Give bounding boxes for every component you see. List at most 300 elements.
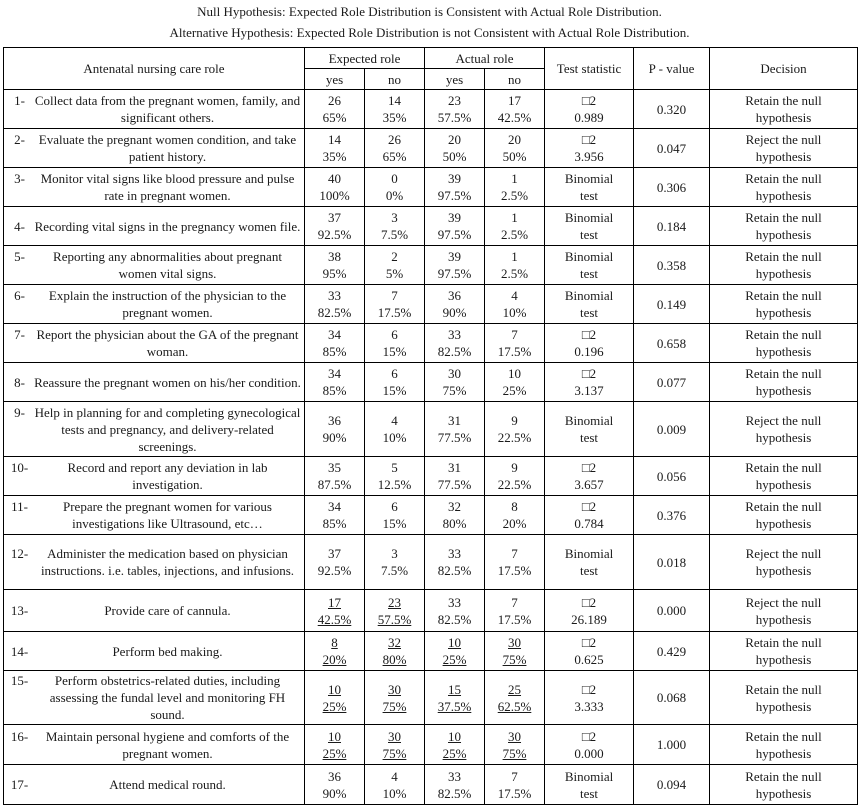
actual-no-count: 25 [508, 681, 522, 697]
actual-no-count: 7 [511, 594, 518, 610]
decision-line-2: hypothesis [755, 266, 812, 281]
expected-no-percent: 10% [382, 785, 407, 801]
p-value-cell: 0.018 [634, 535, 710, 590]
decision-cell [710, 363, 858, 402]
header-actual-role: Actual role [425, 48, 545, 69]
actual-no-count: 30 [508, 728, 522, 744]
actual-yes-cell [425, 90, 485, 129]
decision-line-2: hypothesis [755, 611, 812, 627]
expected-no-percent: 5% [385, 266, 404, 281]
role-number: 5- [14, 249, 25, 264]
actual-no-count: 4 [511, 288, 518, 303]
expected-no-percent: 80% [382, 652, 407, 667]
expected-yes-percent: 92.5% [317, 227, 352, 242]
decision-line-2: hypothesis [755, 785, 812, 801]
role-distribution-table [3, 47, 858, 805]
test-statistic-cell [545, 496, 634, 535]
actual-no-percent: 17.5% [497, 344, 532, 359]
expected-yes-cell [305, 535, 365, 590]
decision-line-1: Reject the null [745, 594, 822, 610]
test-name: □2 [581, 132, 597, 147]
expected-no-percent: 15% [382, 344, 407, 359]
p-value-cell: 0.320 [634, 90, 710, 129]
actual-yes-percent: 50% [442, 149, 467, 164]
actual-no-cell [485, 535, 545, 590]
test-name: Binomial [564, 288, 614, 303]
role-cell [4, 129, 305, 168]
decision-line-1: Reject the null [745, 132, 822, 147]
table-row [4, 671, 858, 725]
actual-yes-percent: 77.5% [437, 477, 472, 492]
role-text: Monitor vital signs like blood pressure and pulse rate in pregnant women. [40, 171, 295, 203]
decision-line-1: Retain the null [745, 499, 822, 514]
table-row [4, 765, 858, 805]
actual-no-cell [485, 324, 545, 363]
expected-no-count: 6 [391, 327, 398, 342]
test-value: test [579, 563, 599, 578]
role-text: Explain the instruction of the physician to the pregnant women. [48, 288, 287, 320]
expected-yes-percent: 85% [322, 344, 347, 359]
decision-cell [710, 90, 858, 129]
test-value: 0.625 [574, 652, 604, 667]
role-cell [4, 765, 305, 805]
expected-yes-cell [305, 363, 365, 402]
actual-no-cell [485, 402, 545, 457]
test-statistic-cell [545, 632, 634, 671]
p-value-cell: 0.068 [634, 671, 710, 725]
p-value-cell: 0.658 [634, 324, 710, 363]
expected-no-percent: 10% [382, 430, 407, 445]
role-number: 14- [10, 643, 29, 659]
header-expected-role: Expected role [305, 48, 425, 69]
test-name: Binomial [564, 210, 614, 225]
actual-yes-count: 33 [448, 327, 462, 342]
actual-no-percent: 17.5% [497, 785, 532, 801]
test-statistic-cell [545, 168, 634, 207]
decision-line-1: Retain the null [745, 288, 822, 303]
decision-line-1: Retain the null [745, 249, 822, 264]
actual-no-cell [485, 671, 545, 725]
decision-line-1: Retain the null [745, 460, 822, 475]
expected-no-count: 4 [391, 413, 398, 428]
actual-no-count: 10 [508, 366, 522, 381]
expected-yes-cell [305, 129, 365, 168]
role-number: 13- [10, 603, 29, 618]
expected-yes-cell [305, 90, 365, 129]
expected-yes-cell [305, 632, 365, 671]
expected-no-count: 6 [391, 366, 398, 381]
role-cell [4, 671, 305, 725]
decision-cell [710, 765, 858, 805]
role-cell [4, 632, 305, 671]
actual-yes-percent: 90% [442, 305, 467, 320]
test-value: test [579, 785, 599, 801]
actual-yes-count: 31 [448, 413, 462, 428]
test-name: □2 [581, 594, 597, 610]
expected-yes-count: 37 [328, 210, 341, 225]
test-name: □2 [581, 681, 597, 697]
actual-no-percent: 17.5% [497, 563, 532, 578]
test-statistic-cell [545, 285, 634, 324]
p-value-cell: 0.429 [634, 632, 710, 671]
role-text: Help in planning for and completing gynecological tests and pregnancy, and delivery-related screenings. [34, 404, 301, 454]
expected-no-cell [365, 671, 425, 725]
expected-yes-count: 10 [328, 728, 341, 744]
header-expected-no: no [365, 69, 425, 90]
actual-yes-percent: 82.5% [437, 344, 472, 359]
expected-no-cell [365, 765, 425, 805]
expected-no-count: 2 [391, 249, 398, 264]
expected-no-count: 30 [388, 681, 401, 697]
role-cell [4, 324, 305, 363]
test-statistic-cell [545, 457, 634, 496]
expected-yes-percent: 35% [322, 149, 347, 164]
role-number: 17- [10, 777, 29, 792]
actual-no-percent: 50% [502, 149, 527, 164]
test-value: 3.137 [574, 383, 604, 398]
expected-no-percent: 15% [382, 516, 407, 531]
actual-yes-cell [425, 363, 485, 402]
expected-no-count: 14 [388, 93, 401, 108]
role-number: 8- [14, 374, 25, 390]
test-value: 0.000 [574, 745, 604, 761]
p-value-cell: 0.358 [634, 246, 710, 285]
role-cell [4, 590, 305, 632]
actual-no-cell [485, 207, 545, 246]
role-cell [4, 90, 305, 129]
actual-no-cell [485, 246, 545, 285]
expected-yes-count: 8 [331, 635, 338, 650]
expected-no-cell [365, 90, 425, 129]
expected-yes-percent: 25% [322, 698, 347, 714]
actual-no-cell [485, 285, 545, 324]
decision-cell [710, 285, 858, 324]
actual-yes-count: 39 [448, 210, 462, 225]
test-value: 3.333 [574, 698, 604, 714]
decision-line-2: hypothesis [755, 516, 812, 531]
test-name: □2 [581, 499, 597, 514]
actual-yes-count: 32 [448, 499, 462, 514]
actual-no-cell [485, 90, 545, 129]
table-row [4, 90, 858, 129]
decision-line-2: hypothesis [755, 563, 812, 578]
actual-no-percent: 20% [502, 516, 527, 531]
actual-no-cell [485, 496, 545, 535]
role-text: Administer the medication based on physician instructions. i.e. tables, injections, and infusions. [40, 546, 295, 578]
role-text: Reassure the pregnant women on his/her condition. [34, 374, 301, 390]
role-number: 12- [10, 546, 29, 561]
expected-no-count: 7 [391, 288, 398, 303]
test-name: Binomial [564, 768, 614, 784]
actual-yes-percent: 57.5% [437, 110, 472, 125]
role-number: 16- [10, 728, 29, 744]
expected-no-count: 4 [391, 768, 398, 784]
actual-no-percent: 62.5% [497, 698, 532, 714]
expected-yes-cell [305, 496, 365, 535]
actual-yes-cell [425, 285, 485, 324]
actual-yes-count: 31 [448, 460, 462, 475]
expected-yes-count: 36 [328, 413, 341, 428]
role-text: Reporting any abnormalities about pregnant women vital signs. [53, 249, 282, 281]
expected-no-percent: 75% [382, 698, 407, 714]
decision-line-2: hypothesis [755, 430, 812, 445]
test-value: test [579, 188, 599, 203]
actual-yes-cell [425, 129, 485, 168]
test-statistic-cell [545, 590, 634, 632]
header-row-1 [4, 48, 858, 69]
expected-no-cell [365, 590, 425, 632]
test-statistic-cell [545, 363, 634, 402]
actual-no-cell [485, 168, 545, 207]
decision-line-2: hypothesis [755, 110, 812, 125]
actual-yes-cell [425, 402, 485, 457]
role-cell [4, 246, 305, 285]
expected-no-cell [365, 402, 425, 457]
test-statistic-cell [545, 725, 634, 765]
expected-no-count: 26 [388, 132, 401, 147]
expected-no-count: 3 [391, 546, 398, 561]
actual-no-count: 17 [508, 93, 522, 108]
actual-yes-percent: 25% [442, 652, 467, 667]
decision-cell [710, 324, 858, 363]
test-value: 3.657 [574, 477, 604, 492]
header-p-value: P - value [634, 48, 710, 90]
expected-no-count: 30 [388, 728, 401, 744]
role-number: 10- [10, 460, 29, 475]
p-value-cell: 0.009 [634, 402, 710, 457]
expected-no-cell [365, 207, 425, 246]
null-hypothesis: Null Hypothesis: Expected Role Distribution is Consistent with Actual Role Distribution. [197, 4, 662, 19]
expected-yes-percent: 95% [322, 266, 347, 281]
table-row [4, 246, 858, 285]
actual-yes-percent: 37.5% [437, 698, 472, 714]
p-value-cell: 0.047 [634, 129, 710, 168]
decision-cell [710, 402, 858, 457]
header-decision: Decision [710, 48, 858, 90]
actual-yes-count: 39 [448, 171, 462, 186]
test-name: Binomial [564, 171, 614, 186]
actual-no-count: 30 [508, 635, 522, 650]
expected-no-percent: 35% [382, 110, 407, 125]
expected-no-cell [365, 129, 425, 168]
test-statistic-cell [545, 535, 634, 590]
actual-yes-percent: 97.5% [437, 227, 472, 242]
test-name: Binomial [564, 413, 614, 428]
table-row [4, 496, 858, 535]
actual-no-count: 8 [511, 499, 518, 514]
role-number: 6- [14, 288, 25, 303]
expected-no-count: 6 [391, 499, 398, 514]
actual-yes-cell [425, 207, 485, 246]
expected-yes-percent: 85% [322, 516, 347, 531]
expected-yes-count: 38 [328, 249, 341, 264]
decision-line-1: Reject the null [745, 413, 822, 428]
actual-yes-percent: 80% [442, 516, 467, 531]
actual-yes-cell [425, 590, 485, 632]
expected-no-count: 32 [388, 635, 401, 650]
test-value: 3.956 [574, 149, 604, 164]
actual-no-percent: 2.5% [500, 188, 529, 203]
expected-no-cell [365, 168, 425, 207]
actual-yes-count: 20 [448, 132, 462, 147]
expected-yes-count: 35 [328, 460, 341, 475]
role-number: 7- [14, 327, 25, 342]
actual-no-percent: 2.5% [500, 266, 529, 281]
expected-no-cell [365, 725, 425, 765]
expected-yes-percent: 85% [322, 383, 347, 398]
expected-yes-percent: 65% [322, 110, 347, 125]
actual-no-count: 7 [511, 768, 518, 784]
actual-no-percent: 75% [502, 745, 527, 761]
actual-no-percent: 75% [502, 652, 527, 667]
expected-yes-cell [305, 324, 365, 363]
test-name: Binomial [564, 546, 614, 561]
test-name: □2 [581, 635, 597, 650]
actual-no-count: 20 [508, 132, 522, 147]
expected-no-cell [365, 246, 425, 285]
actual-no-percent: 22.5% [497, 430, 532, 445]
expected-yes-count: 34 [328, 366, 341, 381]
actual-yes-cell [425, 535, 485, 590]
table-body [4, 90, 858, 805]
p-value-cell: 0.077 [634, 363, 710, 402]
role-text: Prepare the pregnant women for various investigations like Ultrasound, etc… [62, 499, 272, 531]
role-cell [4, 535, 305, 590]
actual-yes-count: 33 [448, 546, 462, 561]
decision-cell [710, 496, 858, 535]
actual-yes-count: 33 [448, 594, 462, 610]
alternative-hypothesis: Alternative Hypothesis: Expected Role Distribution is not Consistent with Actual Role Distribution. [169, 25, 690, 40]
expected-yes-percent: 20% [322, 652, 347, 667]
p-value-cell: 0.306 [634, 168, 710, 207]
actual-no-cell [485, 590, 545, 632]
role-number: 4- [14, 218, 25, 234]
decision-line-2: hypothesis [755, 383, 812, 398]
decision-line-1: Retain the null [745, 728, 822, 744]
expected-no-count: 5 [391, 460, 398, 475]
expected-no-percent: 12.5% [377, 477, 412, 492]
test-statistic-cell [545, 90, 634, 129]
test-statistic-cell [545, 246, 634, 285]
header-actual-yes: yes [425, 69, 485, 90]
decision-cell [710, 671, 858, 725]
decision-cell [710, 725, 858, 765]
actual-no-cell [485, 457, 545, 496]
table-row [4, 535, 858, 590]
actual-no-count: 1 [511, 210, 518, 225]
role-number: 1- [14, 93, 25, 108]
actual-no-count: 7 [511, 327, 518, 342]
actual-yes-cell [425, 632, 485, 671]
actual-yes-percent: 82.5% [437, 611, 472, 627]
decision-cell [710, 590, 858, 632]
actual-yes-count: 30 [448, 366, 462, 381]
actual-yes-cell [425, 765, 485, 805]
role-number: 3- [14, 171, 25, 186]
expected-yes-percent: 92.5% [317, 563, 352, 578]
expected-yes-percent: 90% [322, 430, 347, 445]
table-row [4, 457, 858, 496]
table-row [4, 129, 858, 168]
actual-no-count: 1 [511, 171, 518, 186]
test-value: test [579, 305, 599, 320]
role-cell [4, 363, 305, 402]
table-row [4, 324, 858, 363]
expected-yes-count: 17 [328, 594, 341, 610]
role-cell [4, 168, 305, 207]
expected-no-cell [365, 496, 425, 535]
expected-yes-percent: 100% [319, 188, 350, 203]
expected-yes-percent: 42.5% [317, 611, 352, 627]
test-name: □2 [581, 327, 597, 342]
actual-no-cell [485, 725, 545, 765]
actual-yes-cell [425, 671, 485, 725]
test-name: □2 [581, 93, 597, 108]
actual-no-cell [485, 129, 545, 168]
expected-yes-count: 34 [328, 499, 341, 514]
test-statistic-cell [545, 402, 634, 457]
role-cell [4, 207, 305, 246]
expected-no-cell [365, 632, 425, 671]
decision-line-1: Retain the null [745, 768, 822, 784]
expected-no-count: 0 [391, 171, 398, 186]
table-row [4, 632, 858, 671]
header-expected-yes: yes [305, 69, 365, 90]
actual-no-percent: 2.5% [500, 227, 529, 242]
role-cell [4, 725, 305, 765]
actual-no-cell [485, 363, 545, 402]
expected-yes-cell [305, 402, 365, 457]
decision-line-1: Retain the null [745, 366, 822, 381]
actual-no-count: 9 [511, 460, 518, 475]
actual-yes-count: 33 [448, 768, 462, 784]
role-text: Perform obstetrics-related duties, including assessing the fundal level and monitoring FH sound. [49, 673, 286, 722]
actual-yes-cell [425, 496, 485, 535]
expected-no-count: 23 [388, 594, 401, 610]
expected-yes-cell [305, 246, 365, 285]
decision-cell [710, 535, 858, 590]
decision-line-2: hypothesis [755, 188, 812, 203]
test-name: Binomial [564, 249, 614, 264]
actual-no-cell [485, 632, 545, 671]
role-text: Perform bed making. [112, 643, 223, 659]
decision-line-2: hypothesis [755, 149, 812, 164]
expected-yes-count: 33 [328, 288, 341, 303]
actual-yes-count: 23 [448, 93, 462, 108]
expected-no-percent: 0% [385, 188, 404, 203]
actual-no-count: 7 [511, 546, 518, 561]
role-number: 15- [10, 673, 29, 688]
test-value: 0.784 [574, 516, 604, 531]
expected-yes-cell [305, 207, 365, 246]
expected-no-percent: 15% [382, 383, 407, 398]
expected-yes-count: 40 [328, 171, 341, 186]
expected-yes-count: 37 [328, 546, 341, 561]
table-row [4, 168, 858, 207]
actual-yes-count: 39 [448, 249, 462, 264]
expected-yes-cell [305, 285, 365, 324]
actual-no-percent: 10% [502, 305, 527, 320]
test-statistic-cell [545, 324, 634, 363]
expected-no-percent: 7.5% [380, 227, 409, 242]
role-text: Evaluate the pregnant women condition, and take patient history. [38, 132, 297, 164]
test-value: 0.989 [574, 110, 604, 125]
decision-line-1: Retain the null [745, 635, 822, 650]
test-value: test [579, 266, 599, 281]
expected-yes-percent: 90% [322, 785, 347, 801]
expected-no-cell [365, 324, 425, 363]
table-row [4, 402, 858, 457]
